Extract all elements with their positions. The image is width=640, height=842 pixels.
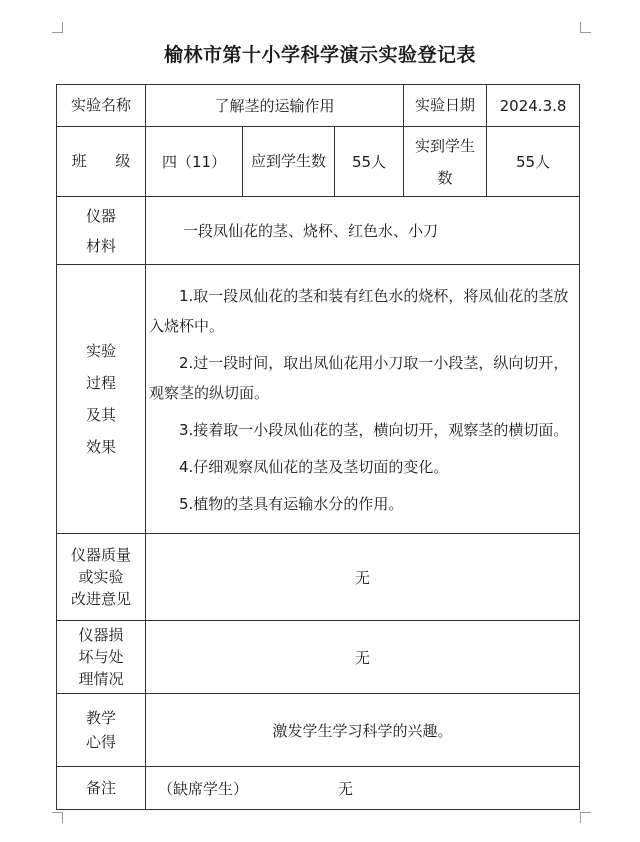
row-class (57, 127, 580, 197)
process-step: 2.过一段时间，取出凤仙花用小刀取一小段茎，纵向切开，观察茎的纵切面。 (149, 354, 569, 402)
damage-value: 无 (146, 621, 580, 694)
row-experiment-name (57, 85, 580, 127)
crop-mark-top-right (580, 22, 591, 33)
expected-count-value: 55人 (335, 127, 404, 197)
class-label: 班 级 (57, 127, 146, 197)
actual-count-label-line2: 数 (437, 168, 453, 187)
experiment-date-label: 实验日期 (404, 85, 487, 127)
materials-label-line1: 仪器 (85, 206, 116, 225)
expected-count-label: 应到学生数 (243, 127, 335, 197)
damage-label (57, 621, 146, 694)
process-step: 3.接着取一小段凤仙花的茎，横向切开，观察茎的横切面。 (179, 421, 569, 439)
registration-table (56, 84, 580, 810)
experiment-date-value: 2024.3.8 (487, 85, 580, 127)
materials-value: 一段凤仙花的茎、烧杯、红色水、小刀 (146, 197, 580, 265)
damage-label-line1: 仪器损 (78, 626, 124, 644)
process-step: 5.植物的茎具有运输水分的作用。 (179, 495, 404, 513)
absent-students-label: （缺席学生） (158, 779, 249, 798)
damage-label-line2: 坏与处 (78, 648, 124, 666)
quality-label-line3: 改进意见 (70, 590, 131, 608)
row-teaching (57, 694, 580, 767)
process-label-line3: 及其 (85, 406, 116, 424)
actual-count-label-line1: 实到学生 (415, 136, 476, 155)
actual-count-label (404, 127, 487, 197)
process-label-line2: 过程 (85, 374, 116, 392)
teaching-label (57, 694, 146, 767)
row-process (57, 265, 580, 534)
process-steps (146, 265, 580, 534)
document-title: 榆林市第十小学科学演示实验登记表 (163, 44, 476, 66)
quality-label-line1: 仪器质量 (70, 546, 131, 564)
class-value: 四（11） (146, 127, 243, 197)
quality-label (57, 534, 146, 621)
teaching-label-line1: 教学 (85, 709, 116, 727)
process-label (57, 265, 146, 534)
quality-label-line2: 或实验 (78, 568, 124, 586)
crop-mark-bottom-right (580, 812, 591, 823)
process-label-line4: 效果 (85, 438, 116, 456)
remarks-value (146, 767, 580, 810)
teaching-label-line2: 心得 (85, 733, 116, 751)
absent-students-value: 无 (338, 779, 354, 798)
row-materials (57, 197, 580, 265)
materials-label-line2: 材料 (85, 236, 116, 255)
row-damage (57, 621, 580, 694)
damage-label-line3: 理情况 (78, 670, 124, 688)
quality-value: 无 (146, 534, 580, 621)
crop-mark-top-left (52, 22, 63, 33)
crop-mark-bottom-left (52, 812, 63, 823)
row-quality (57, 534, 580, 621)
experiment-name-value: 了解茎的运输作用 (146, 85, 404, 127)
remarks-label: 备注 (57, 767, 146, 810)
row-remarks (57, 767, 580, 810)
actual-count-value: 55人 (487, 127, 580, 197)
process-step: 4.仔细观察凤仙花的茎及茎切面的变化。 (179, 458, 449, 476)
process-label-line1: 实验 (85, 342, 116, 360)
materials-label (57, 197, 146, 265)
process-step: 1.取一段凤仙花的茎和装有红色水的烧杯，将凤仙花的茎放入烧杯中。 (149, 287, 569, 335)
experiment-name-label: 实验名称 (57, 85, 146, 127)
teaching-value: 激发学生学习科学的兴趣。 (146, 694, 580, 767)
